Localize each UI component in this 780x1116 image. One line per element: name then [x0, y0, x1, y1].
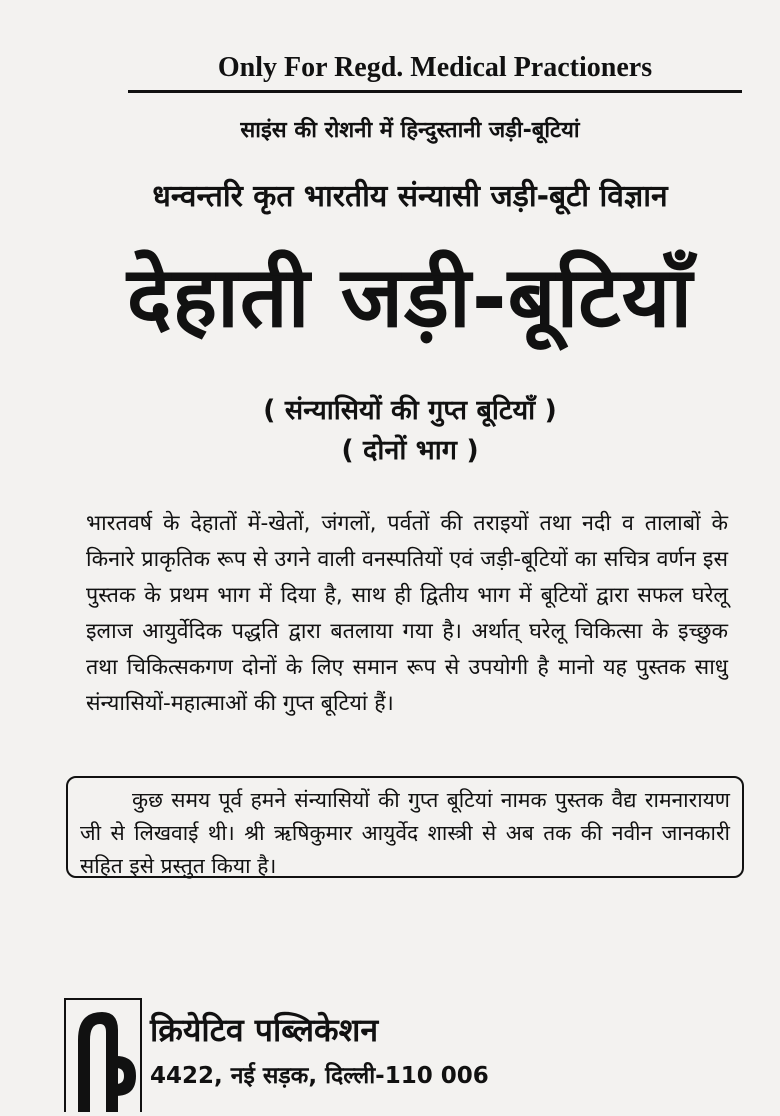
tagline: साइंस की रोशनी में हिन्दुस्तानी जड़ी-बूटियां	[240, 118, 580, 143]
publisher-logo-icon	[66, 1000, 140, 1112]
boxed-note: कुछ समय पूर्व हमने संन्यासियों की गुप्त बूटियां नामक पुस्तक वैद्य रामनारायण जी से लिखवाई थी। श्री ऋषिकुमार आयुर्वेद शास्त्री से अब तक की नवीन जानकारी सहित इसे प्रस्तुत किया है।	[66, 776, 744, 878]
book-title: देहाती जड़ी-बूटियाँ	[126, 248, 694, 346]
parts-label: ( दोनों भाग )	[341, 435, 479, 466]
description-paragraph: भारतवर्ष के देहातों में-खेतों, जंगलों, पर्वतों की तराइयों तथा नदी व तालाबों के किनारे प्राकृतिक रूप से उगने वाली वनस्पतियों एवं जड़ी-बूटियों का सचित्र वर्णन इस पुस्तक के प्रथम भाग में दिया है, साथ ही द्वितीय भाग में बूटियों द्वारा सफल घरेलू इलाज आयुर्वेदिक पद्धति द्वारा बतलाया गया है। अर्थात् घरेलू चिकित्सा के इच्छुक तथा चिकित्सकगण दोनों के लिए समान रूप से उपयोगी है मानो यह पुस्तक साधु संन्यासियों-महात्माओं की गुप्त बूटियां हैं।	[86, 511, 728, 716]
publisher-address: 4422, नई सड़क, दिल्ली-110 006	[150, 1063, 489, 1089]
series-title: धन्वन्तरि कृत भारतीय संन्यासी जड़ी-बूटी विज्ञान	[152, 179, 668, 214]
header-divider	[128, 90, 742, 93]
registered-practitioners-notice: Only For Regd. Medical Practioners	[217, 52, 653, 83]
book-subtitle: ( संन्यासियों की गुप्त बूटियाँ )	[263, 395, 557, 426]
publisher-name: क्रियेटिव पब्लिकेशन	[150, 1011, 379, 1049]
publisher-logo	[64, 998, 142, 1112]
